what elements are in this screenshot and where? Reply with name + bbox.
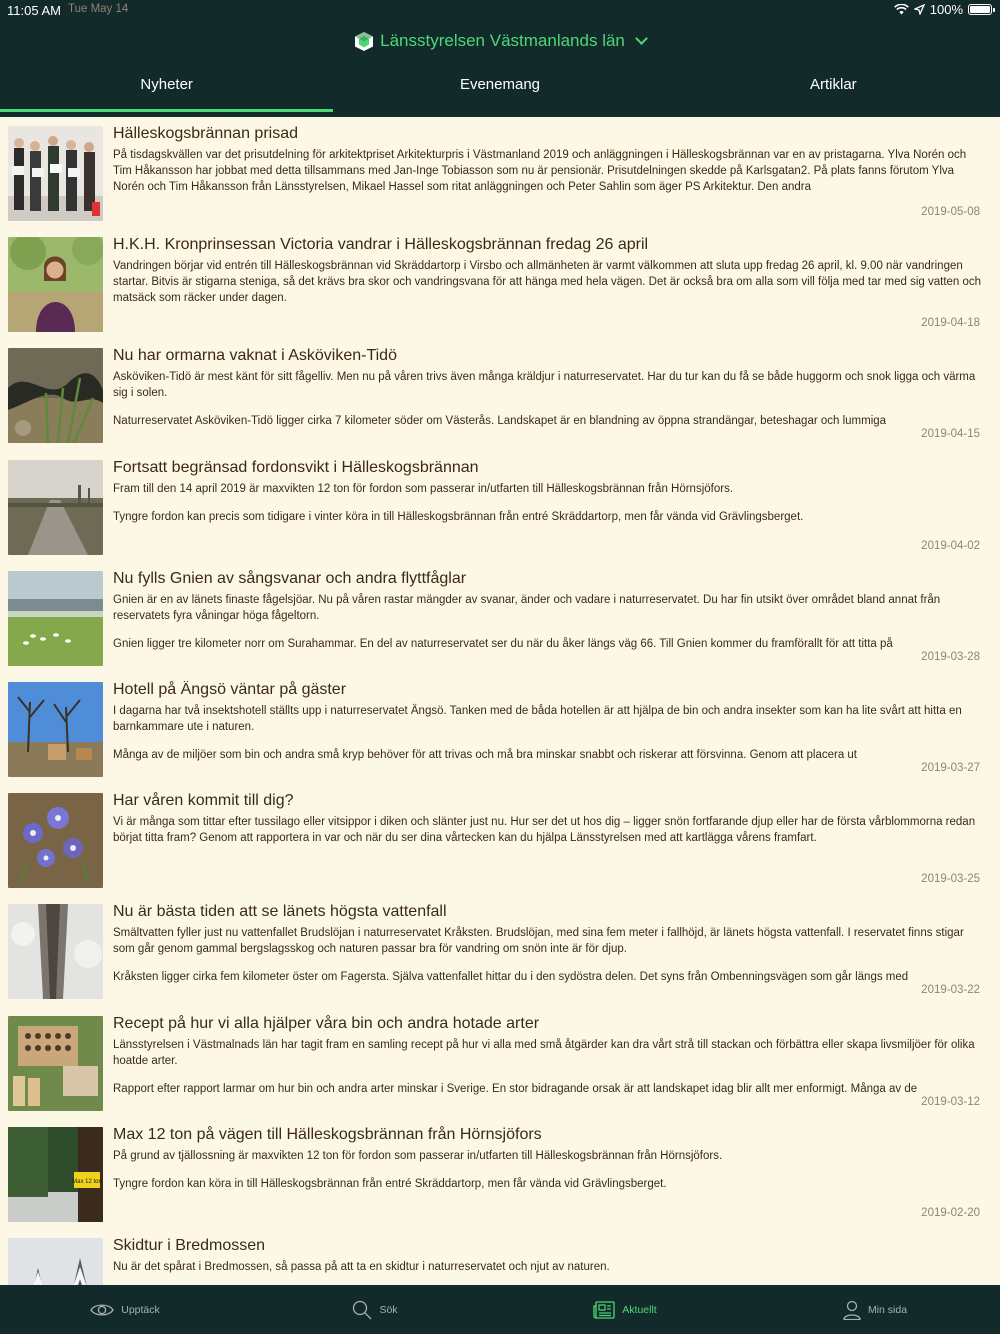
news-thumbnail bbox=[8, 1016, 103, 1111]
news-date: 2019-04-02 bbox=[921, 539, 980, 552]
news-excerpt bbox=[113, 703, 984, 767]
chevron-down-icon bbox=[635, 32, 648, 45]
search-icon bbox=[352, 1300, 372, 1320]
nav-min-sida-label: Min sida bbox=[867, 1303, 908, 1316]
news-title: Hotell på Ängsö väntar på gäster bbox=[113, 680, 347, 698]
news-paragraph: Fram till den 14 april 2019 är maxvikten 12 ton för fordon som passerar in/utfarten till Hälleskogsbrännan från Hörnsjöfors. bbox=[113, 482, 734, 495]
news-title: Nu fylls Gnien av sångsvanar och andra flyttfåglar bbox=[113, 569, 467, 587]
region-selector[interactable] bbox=[0, 28, 1000, 54]
eye-icon bbox=[90, 1302, 114, 1318]
news-paragraph: Smältvatten fyller just nu vattenfallet Brudslöjan i naturreservatet Kråksten. Brudslöjan, med sina fem meter i fallhöjd, är länets högsta vattenfall. I reservatet finns stigar som går genom gammal bergslagsskog och naturen passar bra för vandring om snön inte är för djup. bbox=[113, 927, 964, 956]
news-title: Hälleskogsbrännan prisad bbox=[113, 125, 298, 142]
news-paragraph: På grund av tjällossning är maxvikten 12 ton för fordon som passerar in/utfarten till Hälleskogsbrännan från Hörnsjöfors. bbox=[113, 1149, 723, 1162]
news-paragraph: Vandringen börjar vid entrén till Hälleskogsbrännan vid Skräddartorp i Virsbo och allmänheten är varmt välkommen att sluta upp fredag 26 april, kl. 9.00 när vandringen startar. Bitvis är stigarna steniga, så det krävs bra skor och vandringsvana för att hänga med hela vägen. Det är också bra om alla som vill följa med tar med sig vatten och matsäck som räcker under dagen. bbox=[113, 260, 982, 305]
news-title: Nu är bästa tiden att se länets högsta vattenfall bbox=[113, 903, 447, 921]
news-paragraph: Nu är det spårat i Bredmossen, så passa på att ta en skidtur i naturreservatet och njut av naturen. bbox=[113, 1260, 610, 1273]
news-excerpt bbox=[113, 147, 984, 211]
news-excerpt bbox=[113, 481, 984, 545]
news-item[interactable] bbox=[0, 1118, 1000, 1229]
news-excerpt bbox=[113, 1259, 984, 1285]
news-item[interactable] bbox=[0, 1229, 1000, 1285]
news-title: Har våren kommit till dig? bbox=[113, 792, 294, 810]
status-time: 11:05 AM bbox=[7, 3, 61, 18]
news-item[interactable] bbox=[0, 673, 1000, 784]
news-paragraph: Rapport efter rapport larmar om hur bin och andra arter minskar i Sverige. En stor bidragande orsak är att landskapet idag blir allt mer enformigt. Många av de bbox=[113, 1082, 918, 1095]
news-date: 2019-03-22 bbox=[921, 984, 980, 997]
segment-tabs bbox=[0, 66, 1000, 117]
news-title: Max 12 ton på vägen till Hälleskogsbrännan från Hörnsjöfors bbox=[113, 1125, 542, 1143]
news-date: 2019-04-18 bbox=[921, 317, 980, 330]
location-icon bbox=[914, 4, 925, 15]
bottom-tab-bar bbox=[0, 1285, 1000, 1334]
news-paragraph: Naturreservatet Asköviken-Tidö ligger cirka 7 kilometer söder om Västerås. Landskapet är en blandning av öppna strandängar, beteshagar och lummiga bbox=[113, 415, 887, 428]
battery-icon bbox=[968, 4, 992, 15]
news-title: Recept på hur vi alla hjälper våra bin och andra hotade arter bbox=[113, 1014, 540, 1032]
nav-upptack-label: Upptäck bbox=[121, 1303, 160, 1316]
news-excerpt bbox=[113, 369, 984, 433]
news-title: Fortsatt begränsad fordonsvikt i Hälleskogsbrännan bbox=[113, 458, 479, 476]
news-paragraph: På tisdagskvällen var det prisutdelning för arkitektpriset Arkitekturpris i Västmanland 2019 och anläggningen i Hälleskogsbrännan var en av pristagarna. Ylva Norén och Tim Håkansson har jobbat med detta tillsammans med Jan-Inge Tobiasson som nu är pensionär. Prisutdelningen skedde på Karlsgatan2. På plats fanns förutom Ylva Norén och Tim Håkansson från Länsstyrelsen, Mikael Hassel som ritat anläggningen och Peter Sahlin som äger PS Arkitektur. Den andra bbox=[113, 149, 967, 193]
news-thumbnail bbox=[8, 1238, 103, 1285]
region-title: Länsstyrelsen Västmanlands län bbox=[380, 31, 625, 50]
news-excerpt bbox=[113, 592, 984, 656]
news-paragraph: I dagarna har två insektshotell ställts upp i naturreservatet Ängsö. Tanken med de båda hotellen är att hjälpa de bin och andra insekter som kan ha lite svårt att hitta en barnkammare ute i naturen. bbox=[113, 704, 962, 733]
news-item[interactable] bbox=[0, 784, 1000, 895]
news-paragraph: Gnien är en av länets finaste fågelsjöar. Nu på våren rastar mängder av svanar, änder och vadare i naturreservatet. Du har fin utsikt över området bland annat från reservatets fyra våningar höga fågeltorn. bbox=[113, 593, 941, 622]
news-date: 2019-04-15 bbox=[921, 428, 980, 441]
battery-percent: 100% bbox=[929, 2, 963, 17]
status-right bbox=[894, 2, 992, 17]
tab-artiklar[interactable]: Artiklar bbox=[809, 76, 857, 93]
news-title: H.K.H. Kronprinsessan Victoria vandrar i Hälleskogsbrännan fredag 26 april bbox=[113, 236, 649, 254]
news-thumbnail bbox=[8, 237, 103, 332]
news-thumbnail bbox=[8, 682, 103, 777]
newspaper-icon bbox=[593, 1301, 615, 1319]
logo-icon bbox=[354, 31, 374, 52]
news-thumbnail bbox=[8, 126, 103, 221]
nav-sok[interactable] bbox=[250, 1285, 500, 1334]
news-date: 2019-03-25 bbox=[921, 873, 980, 886]
news-title: Nu har ormarna vaknat i Asköviken-Tidö bbox=[113, 347, 397, 365]
person-icon bbox=[843, 1300, 861, 1320]
news-thumbnail bbox=[8, 793, 103, 888]
status-date: Tue May 14 bbox=[68, 3, 129, 15]
news-paragraph: Gnien ligger tre kilometer norr om Surahammar. En del av naturreservatet ser du när du åker längs väg 66. Till Gnien kommer du framförallt för att titta på bbox=[113, 637, 893, 650]
news-thumbnail bbox=[8, 571, 103, 666]
news-paragraph: Kråksten ligger cirka fem kilometer öster om Fagersta. Själva vattenfallet hittar du i den sydöstra delen. Det syns från Ombenningsvägen som går längs med bbox=[113, 971, 909, 984]
news-date: 2019-05-08 bbox=[921, 206, 980, 218]
tab-evenemang[interactable]: Evenemang bbox=[459, 76, 541, 93]
news-item[interactable] bbox=[0, 451, 1000, 562]
tab-nyheter[interactable]: Nyheter bbox=[0, 66, 333, 117]
news-date: 2019-03-27 bbox=[921, 761, 980, 774]
news-item[interactable] bbox=[0, 562, 1000, 673]
wifi-icon bbox=[894, 4, 909, 15]
news-list bbox=[0, 117, 1000, 1285]
nav-sok-label: Sök bbox=[379, 1303, 398, 1316]
news-excerpt bbox=[113, 258, 984, 322]
news-thumbnail bbox=[8, 348, 103, 443]
thumb-sign-text: Max 12 ton bbox=[72, 1178, 102, 1185]
news-excerpt bbox=[113, 1148, 984, 1212]
nav-min-sida[interactable] bbox=[750, 1285, 1000, 1334]
news-date: 2019-03-12 bbox=[921, 1095, 980, 1108]
news-item[interactable] bbox=[0, 339, 1000, 450]
news-excerpt bbox=[113, 814, 984, 878]
news-paragraph: Länsstyrelsen i Västmalnads län har tagit fram en samling recept på hur vi alla med små åtgärder kan dra vårt strå till stackan och förbättra eller skapa livsmiljöer för olika hoatde arter. bbox=[113, 1038, 975, 1067]
news-thumbnail bbox=[8, 460, 103, 555]
nav-aktuellt[interactable] bbox=[500, 1285, 750, 1334]
news-title: Skidtur i Bredmossen bbox=[113, 1236, 266, 1254]
news-item[interactable] bbox=[0, 895, 1000, 1006]
news-paragraph: Vi är många som tittar efter tussilago eller vitsippor i diken och slänter just nu. Hur ser det ut hos dig – ligger snön fortfarande djup eller har de första vårblommorna redan börjat titta fram? Genom att rapportera in var och när du ser dina vårtecken kan du hjälpa Länsstyrelsen med att kartlägga vårens framfart. bbox=[113, 816, 976, 845]
news-thumbnail bbox=[8, 1127, 103, 1222]
news-item[interactable] bbox=[0, 117, 1000, 228]
news-thumbnail bbox=[8, 904, 103, 999]
news-excerpt bbox=[113, 1037, 984, 1101]
news-paragraph: Asköviken-Tidö är mest känt för sitt fågelliv. Men nu på våren trivs även många kräldjur i naturreservatet. Har du tur kan du få se både huggorm och snok ligga och värma sig i solen. bbox=[113, 371, 976, 400]
news-paragraph: Tyngre fordon kan precis som tidigare i vinter köra in till Hälleskogsbrännan från entré Skräddartorp, men får vända vid Grävlingsberget. bbox=[113, 510, 804, 523]
nav-aktuellt-label: Aktuellt bbox=[622, 1303, 657, 1316]
status-bar bbox=[0, 0, 1000, 20]
app-header bbox=[0, 0, 1000, 117]
news-item[interactable] bbox=[0, 1007, 1000, 1118]
news-paragraph: Tyngre fordon kan köra in till Hälleskogsbrännan från entré Skräddartorp, men får vända vid Grävlingsberget. bbox=[113, 1177, 667, 1190]
news-date: 2019-03-28 bbox=[921, 650, 980, 663]
news-date: 2019-02-20 bbox=[921, 1206, 980, 1219]
nav-upptack[interactable] bbox=[0, 1285, 250, 1334]
news-item[interactable] bbox=[0, 228, 1000, 339]
news-excerpt bbox=[113, 925, 984, 989]
news-paragraph: Många av de miljöer som bin och andra små kryp behöver för att trivas och må bra minskar snabbt och riskerar att försvinna. Genom att placera ut bbox=[113, 748, 858, 761]
